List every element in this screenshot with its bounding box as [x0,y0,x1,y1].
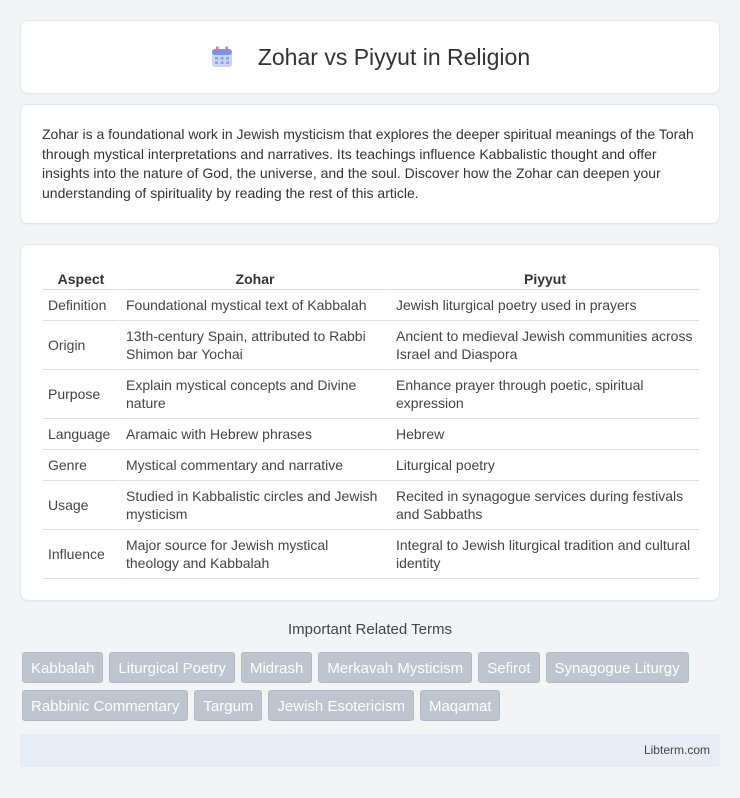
cell-piyyut: Ancient to medieval Jewish communities across Israel and Diaspora [389,321,699,370]
related-term-tag[interactable]: Midrash [241,652,312,683]
table-row [43,321,699,370]
table-row [43,290,699,321]
related-term-tag[interactable]: Merkavah Mysticism [318,652,472,683]
related-term-tag[interactable]: Liturgical Poetry [109,652,235,683]
cell-zohar: Major source for Jewish mystical theology and Kabbalah [119,530,389,579]
table-row [43,481,699,530]
related-term-tag[interactable]: Synagogue Liturgy [546,652,689,683]
cell-piyyut: Integral to Jewish liturgical tradition and cultural identity [389,530,699,579]
comparison-table-card [20,244,720,601]
table-row [43,419,699,450]
table-row [43,450,699,481]
related-terms-tags [22,652,722,721]
page-title: Zohar vs Piyyut in Religion [257,43,531,70]
cell-piyyut: Recited in synagogue services during festivals and Sabbaths [389,481,699,530]
cell-aspect: Genre [43,450,119,481]
intro-text: Zohar is a foundational work in Jewish mysticism that explores the deeper spiritual meanings of the Torah through mystical interpretations and narratives. Its teachings influence Kabbalistic thought and offer insights into the nature of God, the universe, and the soul. Discover how the Zohar can deepen your understanding of spirituality by reading the rest of this article. [42,126,694,201]
cell-piyyut: Liturgical poetry [389,450,699,481]
cell-aspect: Origin [43,321,119,370]
calendar-icon [210,45,234,69]
cell-aspect: Influence [43,530,119,579]
cell-piyyut: Enhance prayer through poetic, spiritual expression [389,370,699,419]
cell-zohar: 13th-century Spain, attributed to Rabbi Shimon bar Yochai [119,321,389,370]
related-term-tag[interactable]: Rabbinic Commentary [22,690,188,721]
header-zohar: Zohar [119,266,389,290]
cell-piyyut: Hebrew [389,419,699,450]
cell-aspect: Usage [43,481,119,530]
cell-zohar: Foundational mystical text of Kabbalah [119,290,389,321]
cell-zohar: Explain mystical concepts and Divine nature [119,370,389,419]
header-aspect: Aspect [43,266,119,290]
related-term-tag[interactable]: Jewish Esotericism [268,690,414,721]
table-row [43,370,699,419]
intro-card [20,104,720,224]
footer [20,734,720,767]
cell-zohar: Mystical commentary and narrative [119,450,389,481]
cell-aspect: Purpose [43,370,119,419]
cell-aspect: Definition [43,290,119,321]
cell-zohar: Studied in Kabbalistic circles and Jewish mysticism [119,481,389,530]
footer-site[interactable]: Libterm.com [643,743,710,757]
cell-piyyut: Jewish liturgical poetry used in prayers [389,290,699,321]
header-piyyut: Piyyut [389,266,699,290]
comparison-table [43,266,699,579]
related-term-tag[interactable]: Sefirot [478,652,539,683]
table-header-row [43,266,699,290]
cell-aspect: Language [43,419,119,450]
cell-zohar: Aramaic with Hebrew phrases [119,419,389,450]
related-term-tag[interactable]: Kabbalah [22,652,103,683]
related-term-tag[interactable]: Targum [194,690,262,721]
title-card [20,20,720,94]
table-row [43,530,699,579]
related-terms-title: Important Related Terms [288,621,452,638]
related-term-tag[interactable]: Maqamat [420,690,501,721]
